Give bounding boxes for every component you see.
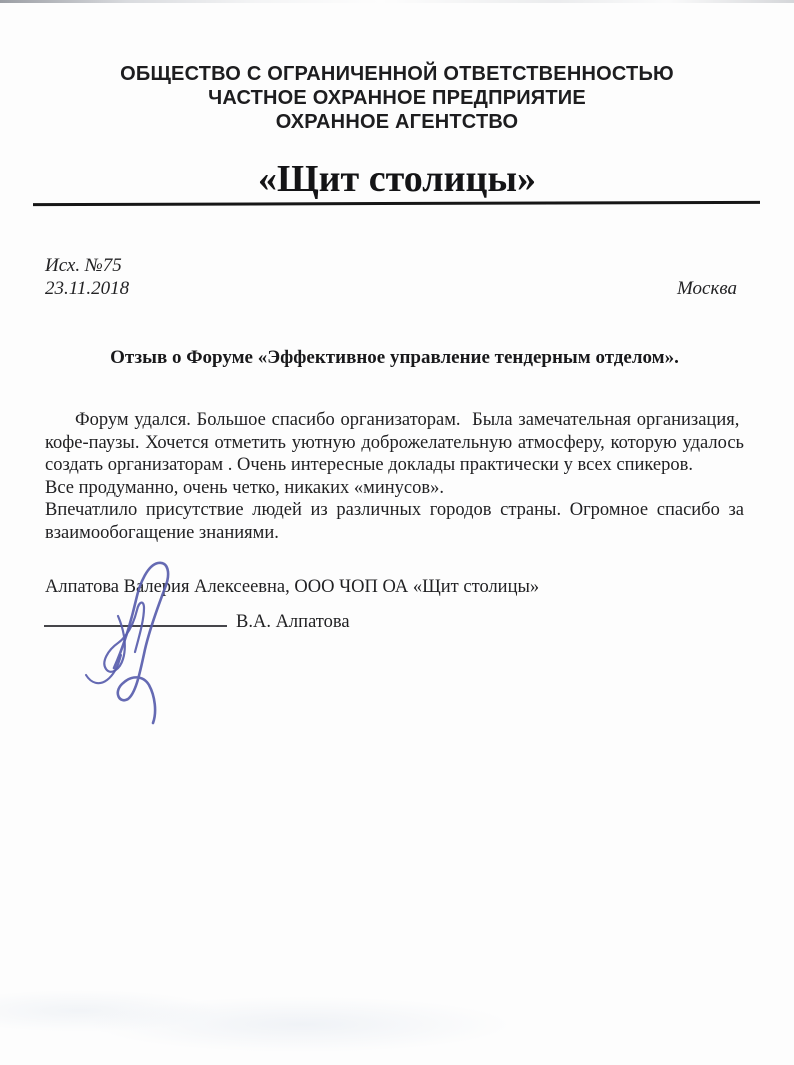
org-name-line-3: ОХРАННОЕ АГЕНТСТВО [275,111,519,133]
org-name-line-1: ОБЩЕСТВО С ОГРАНИЧЕННОЙ ОТВЕТСТВЕННОСТЬЮ [120,63,674,85]
scan-bleed-through-artifact [0,975,794,1065]
signature-stroke-flourish [86,655,121,683]
signoff-author-line: Алпатова Валерия Алексеевна, ООО ЧОП ОА «Щит столицы» [45,577,540,597]
letterhead [0,0,794,202]
letter-meta [0,254,794,300]
outgoing-number: Исх. №75 [45,255,122,276]
letter-city: Москва [677,278,737,299]
letter-body [0,409,794,544]
letter-title: Отзыв о Форуме «Эффективное управление тендерным отделом». [110,347,679,368]
letter-meta-left [45,254,129,300]
letter-date: 23.11.2018 [45,278,130,299]
org-name-line-2: ЧАСТНОЕ ОХРАННОЕ ПРЕДПРИЯТИЕ [208,87,586,109]
body-paragraph-2: Все продуманно, очень четко, никаких «минусов». [45,477,444,498]
body-paragraph-3: Впечатлило присутствие людей из различных городов страны. Огромное спасибо за взаимообогащение знаниями. [45,500,744,543]
scan-artifact-top-edge [0,0,794,3]
signature-line [44,611,227,627]
signatory-name: В.А. Алпатова [236,612,350,632]
brand-title: «Щит столицы» [257,158,537,200]
signature-row [0,611,794,634]
body-paragraph-1: Форум удался. Большое спасибо организаторам. Была замечательная организация, кофе-паузы. Хочется отметить уютную доброжелательную атмосферу, которую удалось создать организаторам . Очень интересные доклады практически у всех спикеров. [45,410,744,475]
